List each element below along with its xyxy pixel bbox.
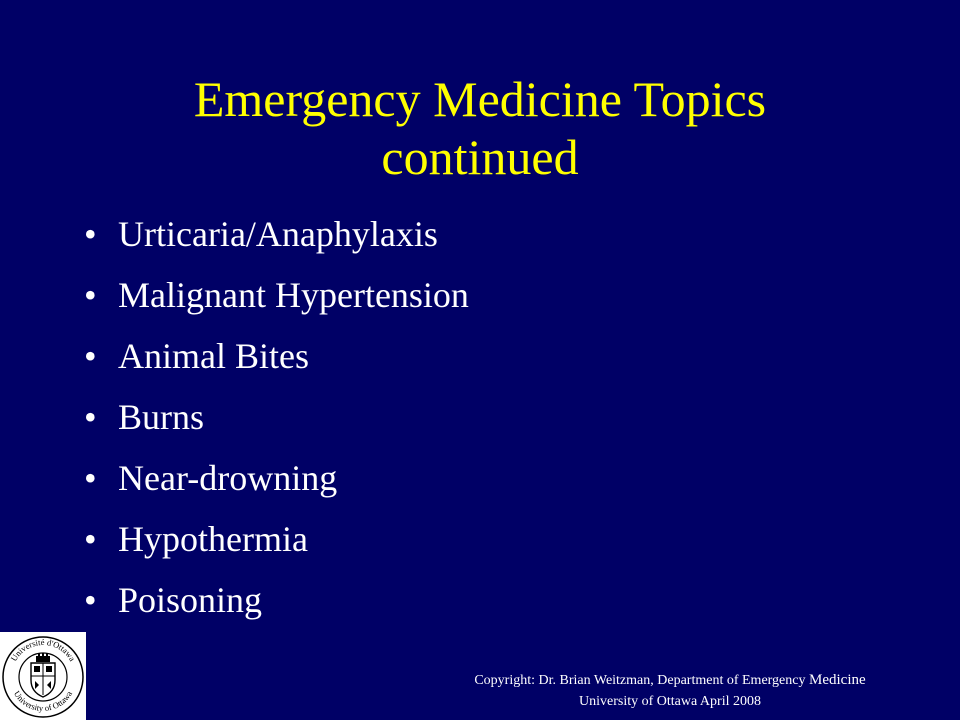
- footer-line-1-text: Copyright: Dr. Brian Weitzman, Department of Emergency: [474, 673, 806, 688]
- bullet-dot: •: [84, 397, 97, 437]
- bullet-dot: •: [84, 336, 97, 376]
- bullet-dot: •: [84, 580, 97, 620]
- bullet-item: [84, 265, 904, 326]
- bullet-list: [84, 204, 904, 631]
- copyright-footer: [420, 670, 920, 712]
- bullet-item: [84, 387, 904, 448]
- university-seal: [0, 632, 86, 720]
- bullet-text: Urticaria/Anaphylaxis: [118, 214, 438, 254]
- footer-line-1: [420, 670, 920, 691]
- bullet-text: Malignant Hypertension: [118, 275, 469, 315]
- slide-title: [60, 70, 900, 186]
- footer-line-1-end: Medicine: [809, 672, 866, 688]
- title-line-1: Emergency Medicine Topics: [193, 71, 767, 127]
- seal-text-top: Université d'Ottawa: [8, 636, 78, 663]
- bullet-item: [84, 448, 904, 509]
- bullet-text: Near-drowning: [118, 458, 338, 498]
- footer-line-2: University of Ottawa April 2008: [579, 694, 761, 709]
- university-seal-icon: [0, 632, 86, 720]
- bullet-dot: •: [84, 214, 97, 254]
- bullet-dot: •: [84, 519, 97, 559]
- bullet-item: [84, 509, 904, 570]
- bullet-text: Animal Bites: [118, 336, 309, 376]
- seal-text-bottom: University of Ottawa: [11, 688, 75, 714]
- bullet-text: Poisoning: [118, 580, 263, 620]
- bullet-text: Burns: [118, 397, 205, 437]
- bullet-item: [84, 204, 904, 265]
- title-line-2: continued: [381, 129, 579, 185]
- bullet-item: [84, 570, 904, 631]
- bullet-item: [84, 326, 904, 387]
- bullet-dot: •: [84, 275, 97, 315]
- bullet-dot: •: [84, 458, 97, 498]
- bullet-text: Hypothermia: [118, 519, 308, 559]
